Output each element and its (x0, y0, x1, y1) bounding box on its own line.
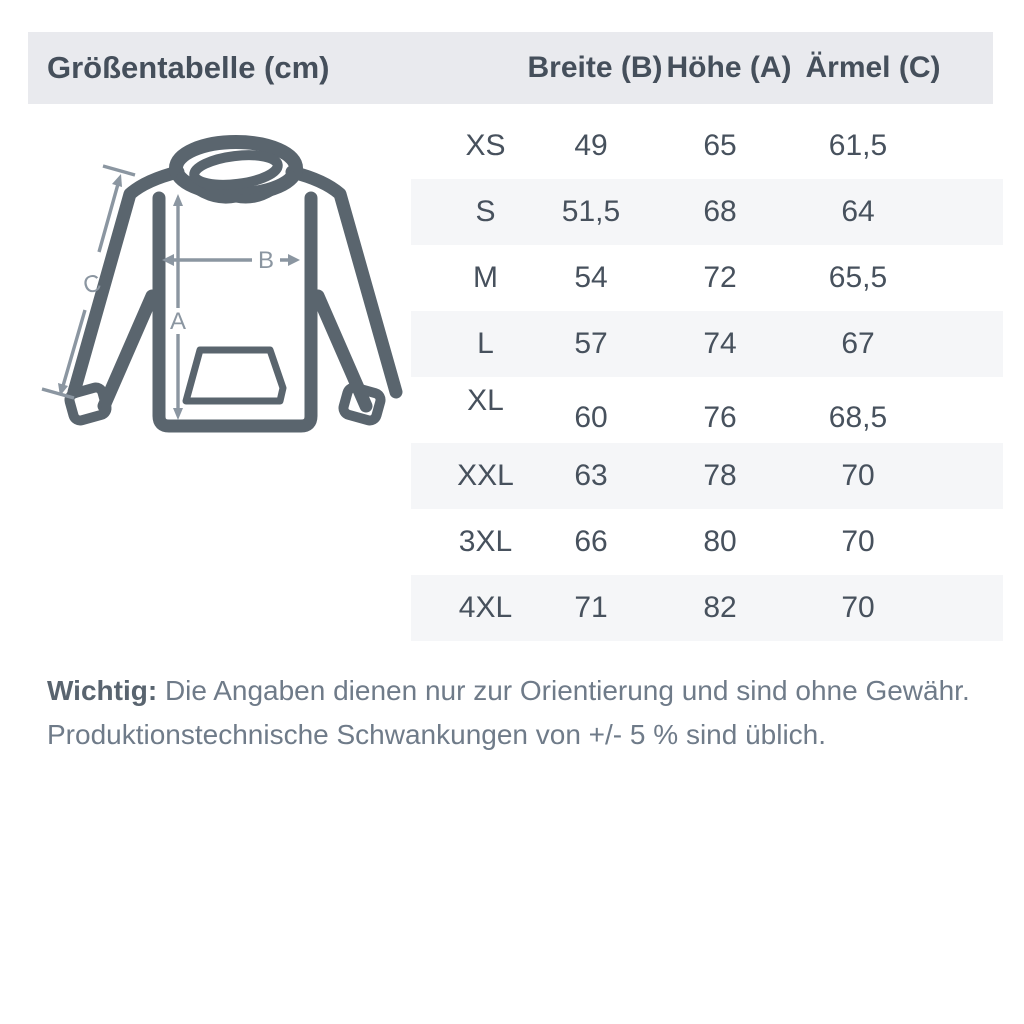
disclaimer-line2: Produktionstechnische Schwankungen von +/- 5 % sind üblich. (47, 719, 827, 750)
breite-value: 57 (574, 327, 608, 360)
aermel-value: 70 (841, 459, 875, 492)
breite-value: 51,5 (561, 195, 621, 228)
size-label: L (477, 327, 494, 360)
table-row (411, 245, 1003, 311)
hoehe-value: 78 (703, 459, 737, 492)
table-row (411, 377, 1003, 443)
hoehe-value: 82 (703, 591, 737, 624)
hoehe-value: 80 (703, 525, 737, 558)
page-title: Größentabelle (cm) (47, 50, 330, 85)
dimension-label-b: B (257, 247, 275, 274)
table-row (411, 443, 1003, 509)
aermel-value: 65,5 (828, 261, 888, 294)
column-header-aermel: Ärmel (C) (805, 51, 941, 84)
aermel-value: 70 (841, 525, 875, 558)
size-label: XS (465, 129, 506, 162)
hoehe-value: 72 (703, 261, 737, 294)
size-label: 4XL (458, 591, 513, 624)
disclaimer-line1-text: Die Angaben dienen nur zur Orientierung und sind ohne Gewähr. (157, 675, 970, 706)
aermel-value: 68,5 (828, 401, 888, 434)
aermel-value: 67 (841, 327, 875, 360)
disclaimer (47, 669, 977, 757)
disclaimer-line1 (47, 669, 977, 713)
table-row (411, 179, 1003, 245)
breite-value: 63 (574, 459, 608, 492)
breite-value: 71 (574, 591, 608, 624)
table-header-band (28, 32, 993, 104)
size-label: S (475, 195, 496, 228)
aermel-value: 61,5 (828, 129, 888, 162)
column-header-hoehe: Höhe (A) (666, 51, 792, 84)
size-label: 3XL (458, 525, 513, 558)
breite-value: 60 (574, 401, 608, 434)
hoehe-value: 65 (703, 129, 737, 162)
hoodie-diagram (30, 120, 420, 460)
hoehe-value: 74 (703, 327, 737, 360)
hoehe-value: 68 (703, 195, 737, 228)
size-label: XL (467, 384, 504, 417)
breite-value: 66 (574, 525, 608, 558)
table-row (411, 113, 1003, 179)
aermel-value: 70 (841, 591, 875, 624)
size-label: M (473, 261, 498, 294)
disclaimer-bold: Wichtig: (47, 675, 158, 706)
column-header-breite: Breite (B) (527, 51, 663, 84)
breite-value: 49 (574, 129, 608, 162)
size-label: XXL (457, 459, 514, 492)
breite-value: 54 (574, 261, 608, 294)
hoehe-value: 76 (703, 401, 737, 434)
dimension-label-a: A (169, 308, 187, 335)
dimension-label-c: C (80, 269, 104, 300)
table-row (411, 575, 1003, 641)
size-table (411, 113, 1003, 641)
table-row (411, 509, 1003, 575)
aermel-value: 64 (841, 195, 875, 228)
